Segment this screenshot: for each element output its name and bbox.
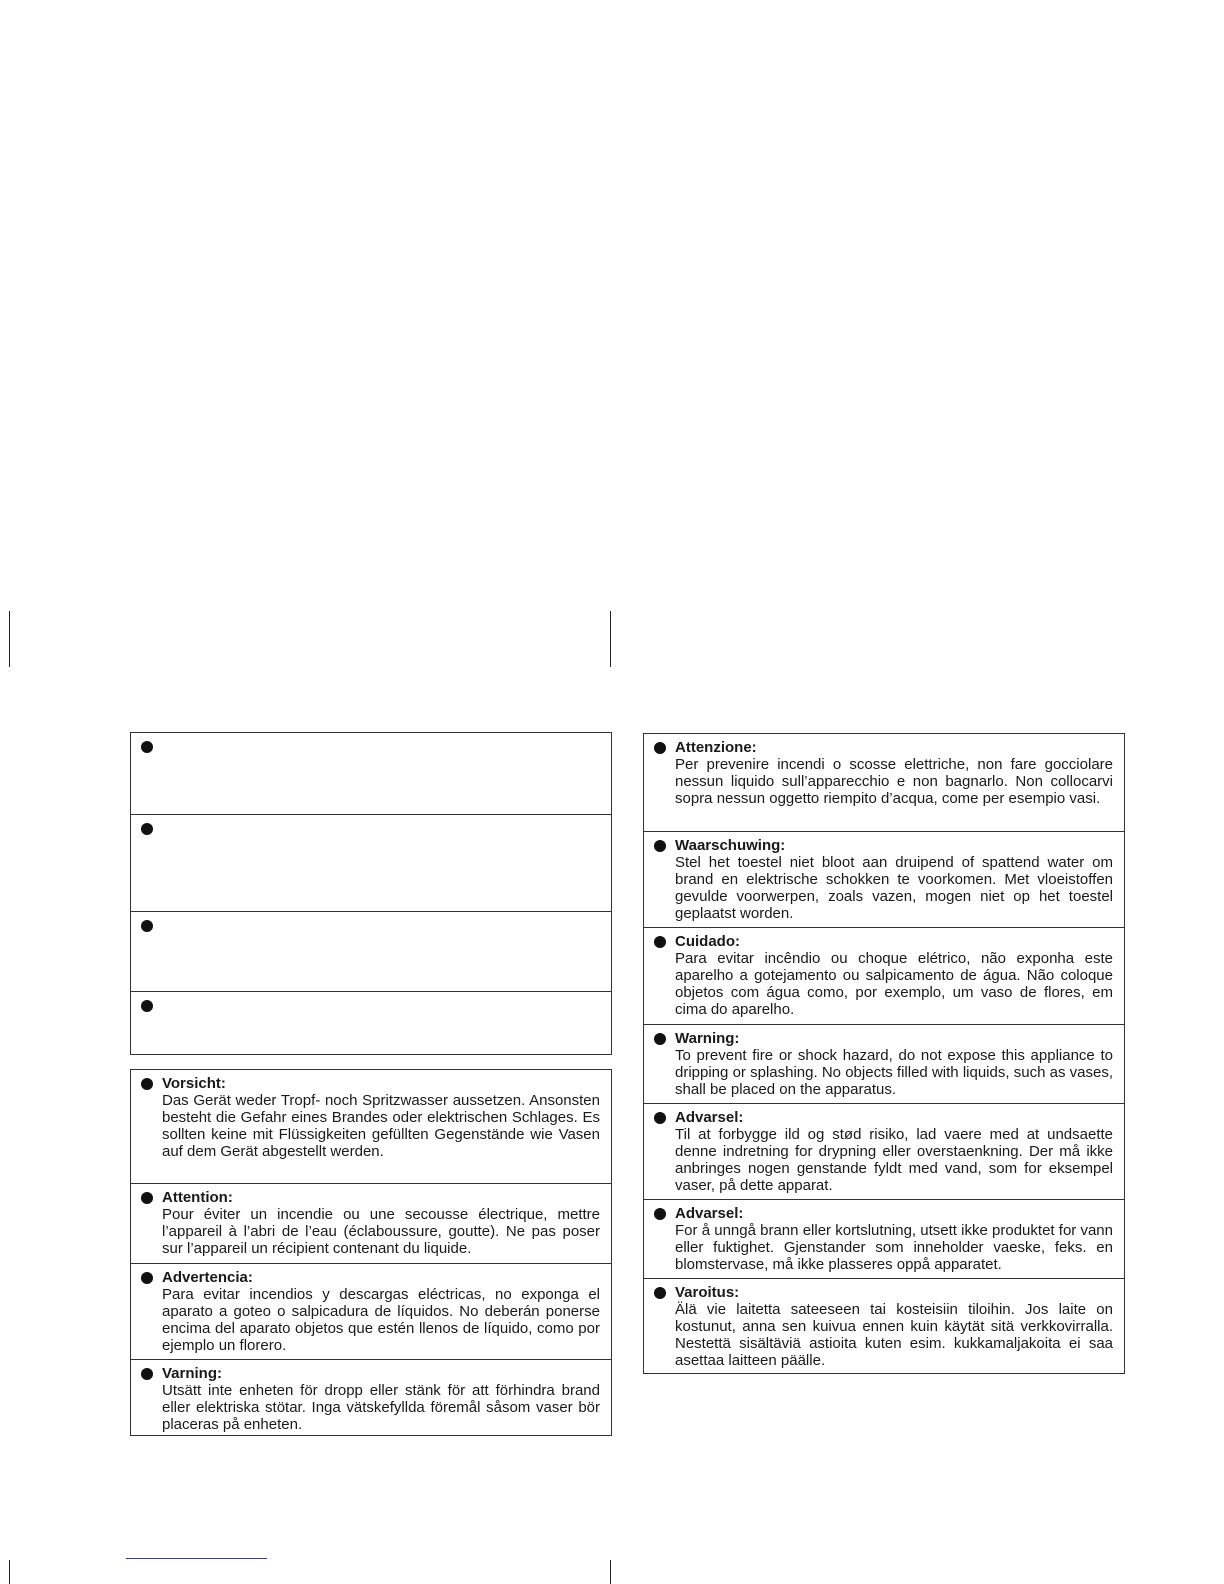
bullet-icon	[141, 823, 153, 835]
warning-finnish	[644, 1278, 1124, 1373]
warning-heading: Warning:	[675, 1030, 740, 1047]
warning-italian	[644, 734, 1124, 831]
bullet-icon	[141, 1192, 153, 1204]
bullet-icon	[141, 1272, 153, 1284]
right-warning-box	[643, 733, 1125, 1374]
warning-text: For å unngå brann eller kortslutning, utsett ikke produktet for vann eller fuktighet. Gjenstander som inneholder vaeske, feks. en blomstervase, må ikke plasseres oppå apparatet.	[675, 1222, 1113, 1273]
warning-text: Para evitar incêndio ou choque elétrico, não exponha este aparelho a gotejamento ou salpicamento de água. Não coloque objetos com água como, por exemplo, um vaso de flores, em cima do aparelho.	[675, 950, 1113, 1018]
warning-text: Älä vie laitetta sateeseen tai kosteisiin tiloihin. Jos laite on kostunut, anna sen kuivua ennen kuin käytät sitä verkkovirralla. Nestettä sisältäviä astioita kuten esim. kukkamaljakoita ei saa asettaa laitteen päälle.	[675, 1301, 1113, 1369]
warning-portuguese	[644, 927, 1124, 1024]
bullet-icon	[141, 741, 153, 753]
warning-spanish	[131, 1263, 611, 1359]
bullet-icon	[654, 1208, 666, 1220]
empty-warning-cell	[131, 814, 611, 911]
warning-heading: Attention:	[162, 1189, 233, 1206]
bullet-icon	[654, 1033, 666, 1045]
bullet-icon	[654, 936, 666, 948]
warning-text: Utsätt inte enheten för dropp eller stänk för att förhindra brand eller elektriska stötar. Inga vätskefyllda föremål såsom vaser bör placeras på enheten.	[162, 1382, 600, 1433]
warning-heading: Varning:	[162, 1365, 223, 1382]
empty-warning-box	[130, 732, 612, 1055]
left-warning-box	[130, 1069, 612, 1436]
warning-text: Til at forbygge ild og stød risiko, lad vaere med at undsaette denne indretning for drypning eller overstaenkning. Der må ikke anbringes nogen genstande fyldt med vand, som for eksempel vaser, på dette apparat.	[675, 1126, 1113, 1194]
bottom-rule	[126, 1558, 267, 1559]
bullet-icon	[141, 1078, 153, 1090]
bullet-icon	[654, 742, 666, 754]
bullet-icon	[654, 1287, 666, 1299]
warning-text: Para evitar incendios y descargas eléctricas, no exponga el aparato a goteo o salpicadura de líquidos. No deberán ponerse encima del aparato objetos que estén llenos de líquido, como por ejemplo un florero.	[162, 1286, 600, 1354]
empty-warning-cell	[131, 911, 611, 991]
warning-heading: Cuidado:	[675, 933, 740, 950]
warning-norwegian	[644, 1199, 1124, 1278]
warning-heading: Vorsicht:	[162, 1075, 226, 1092]
warning-heading: Advarsel:	[675, 1109, 744, 1126]
bullet-icon	[654, 840, 666, 852]
warning-heading: Advertencia:	[162, 1269, 253, 1286]
warning-swedish	[131, 1359, 611, 1435]
warning-text: Pour éviter un incendie ou une secousse électrique, mettre l’appareil à l’abri de l’eau (éclaboussure, goutte). Ne pas poser sur l’appareil un récipient contenant du liquide.	[162, 1206, 600, 1257]
bullet-icon	[654, 1112, 666, 1124]
empty-warning-cell	[131, 733, 611, 814]
warning-heading: Waarschuwing:	[675, 837, 786, 854]
warning-text: Stel het toestel niet bloot aan druipend of spattend water om brand en elektrische schokken te voorkomen. Met vloeistoffen gevulde voorwerpen, zoals vazen, mogen niet op het toestel geplaatst worden.	[675, 854, 1113, 922]
warning-danish	[644, 1103, 1124, 1199]
warning-text: Das Gerät weder Tropf- noch Spritzwasser aussetzen. Ansonsten besteht die Gefahr eines Brandes oder elektrischen Schlages. Es sollten keine mit Flüssigkeiten gefüllten Gegenstände wie Vasen auf dem Gerät abgestellt werden.	[162, 1092, 600, 1160]
bullet-icon	[141, 1000, 153, 1012]
warning-dutch	[644, 831, 1124, 927]
bullet-icon	[141, 920, 153, 932]
warning-german	[131, 1070, 611, 1183]
warning-text: Per prevenire incendi o scosse elettriche, non fare gocciolare nessun liquido sull’apparecchio e non bagnarlo. Non collocarvi sopra nessun oggetto riempito d’acqua, come per esempio vasi.	[675, 756, 1113, 807]
crop-mark-bottom-center	[610, 1560, 611, 1584]
bullet-icon	[141, 1368, 153, 1380]
warning-heading: Attenzione:	[675, 739, 757, 756]
warning-french	[131, 1183, 611, 1263]
warning-heading: Advarsel:	[675, 1205, 744, 1222]
crop-mark-left	[9, 611, 10, 667]
warning-text: To prevent fire or shock hazard, do not expose this appliance to dripping or splashing. No objects filled with liquids, such as vases, shall be placed on the apparatus.	[675, 1047, 1113, 1098]
crop-mark-bottom-left	[9, 1560, 10, 1584]
crop-mark-center	[610, 611, 611, 667]
warning-heading: Varoitus:	[675, 1284, 740, 1301]
empty-warning-cell	[131, 991, 611, 1054]
warning-english	[644, 1024, 1124, 1103]
